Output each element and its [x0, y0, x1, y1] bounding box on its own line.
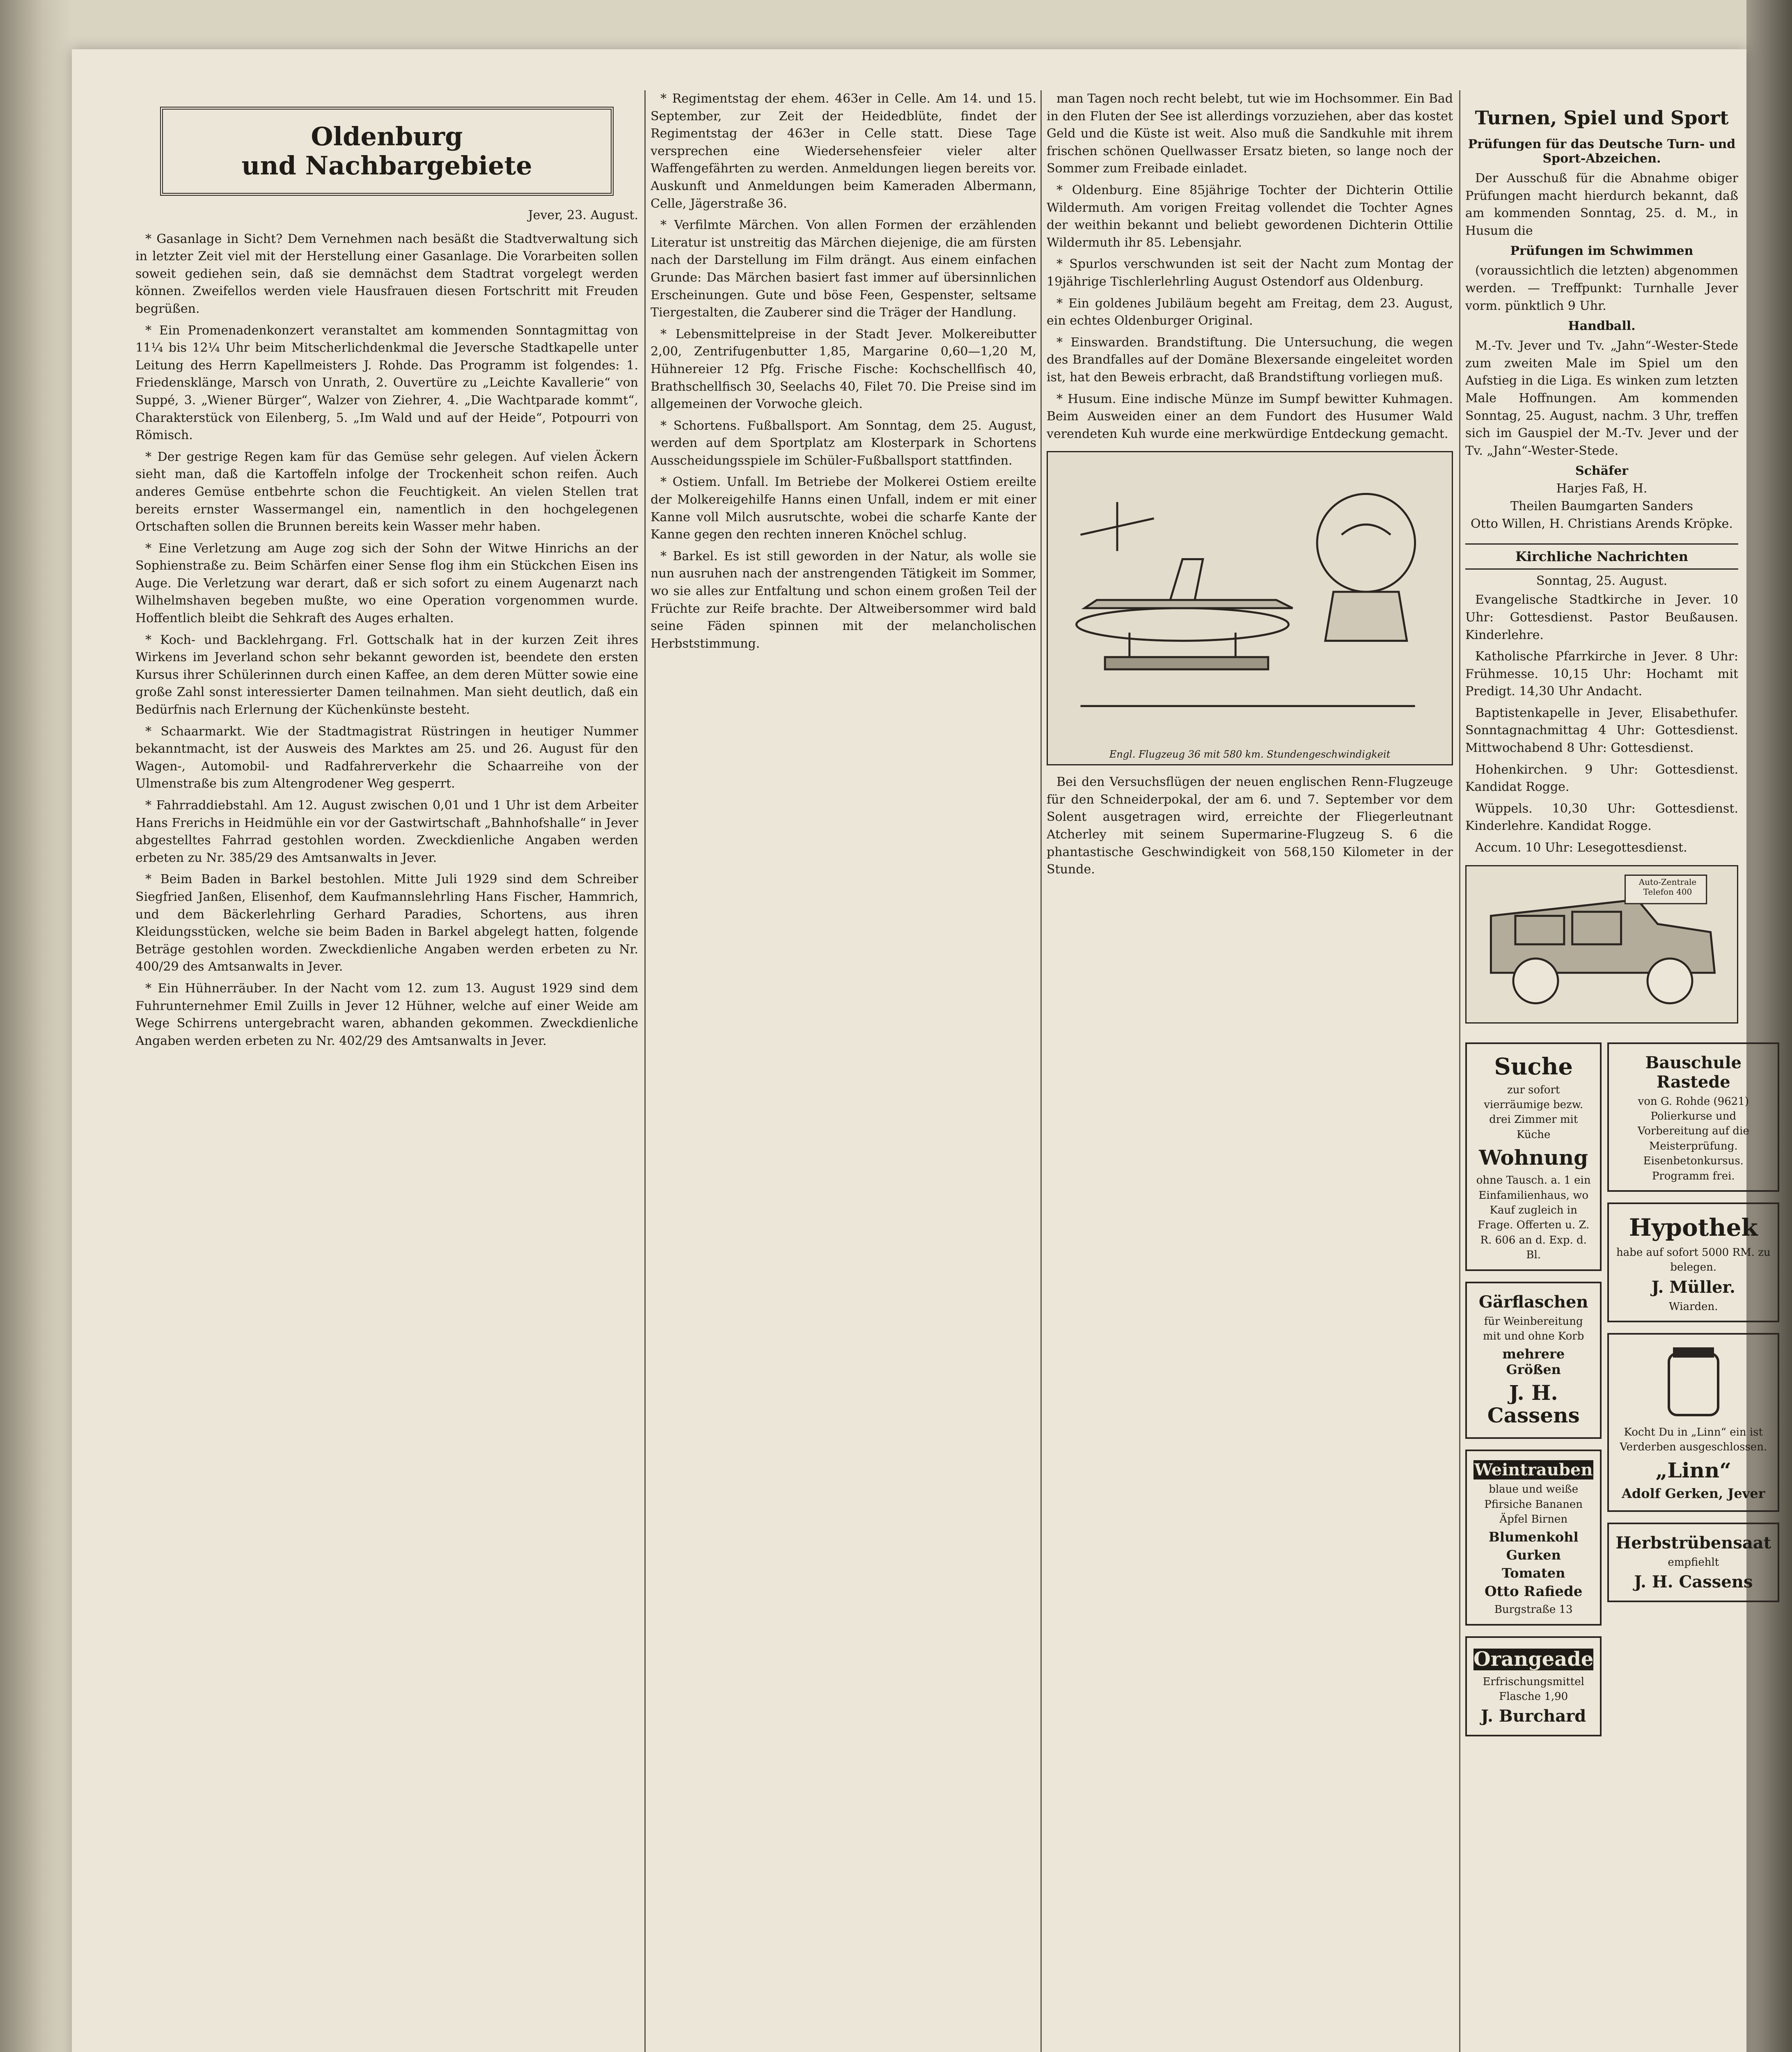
article: * Verfilmte Märchen. Von allen Formen der erzählenden Literatur ist unstreitig das Märchen diejenige, die am fürsten nach der Darstellung im Film drängt. Aus einem einfachen Grunde: Das Märchen basiert fast immer auf übersinnlichen Erscheinungen. Gute und böse Feen, Gespenster, seltsame Tiergestalten, die Zauberer sind die Träger der Handlung. — [651, 218, 1036, 320]
church-date: Sonntag, 25. August. — [1536, 574, 1668, 589]
column-rule — [644, 90, 646, 2052]
church-item: Wüppels. 10,30 Uhr: Gottesdienst. Kinderlehre. Kandidat Rogge. — [1465, 801, 1738, 834]
ad-text: Blumenkohl — [1488, 1529, 1579, 1545]
ad-company: Otto Rafiede — [1485, 1583, 1583, 1600]
church-item: Katholische Pfarrkirche in Jever. 8 Uhr: Frühmesse. 10,15 Uhr: Hochamt mit Predigt. 14,30 Uhr Andacht. — [1465, 649, 1738, 699]
article: * Ein Promenadenkonzert veranstaltet am kommenden Sonntagmittag von 11¼ bis 12¼ Uhr beim Mitscherlichdenkmal die Jeversche Stadtkapelle unter Leitung des Herrn Kapellmeisters J. Rohde. Das Programm ist folgendes: 1. Friedensklänge, Marsch von Unrath, 2. Ouvertüre zu „Leichte Kavallerie“ von Suppé, 3. „Wiener Bürger“, Walzer von Ziehrer, 4. „Die Wachtparade kommt“, Charakterstück von Eilenberg, 5. „Im Wald und auf der Heide“, Potpourri von Römisch. — [135, 323, 638, 443]
team-line: Harjes Faß, H. — [1556, 481, 1648, 496]
ad-title: Herbstrübensaat — [1616, 1533, 1771, 1553]
ad-column-right — [1607, 1032, 1779, 1747]
section-masthead — [160, 107, 614, 196]
church-item: Evangelische Stadtkirche in Jever. 10 Uhr: Gottesdienst. Pastor Beußausen. Kinderlehre. — [1465, 593, 1738, 642]
church-item: Baptistenkapelle in Jever, Elisabethufer. Sonntagnachmittag 4 Uhr: Gottesdienst. Mittwochabend 8 Uhr: Gottesdienst. — [1465, 705, 1738, 756]
ad-text: Erfrischungsmittel Flasche 1,90 — [1483, 1675, 1584, 1703]
column-rule — [1040, 90, 1042, 2052]
illustration-text: Bei den Versuchsflügen der neuen englischen Renn-Flugzeuge für den Schneiderpokal, der am 6. und 7. September vor dem Solent ausgetragen wird, erreichte der Fliegerleutnant Atcherley mit seinem Supermarine-Flugzeug S. 6 die phantastische Geschwindigkeit von 568,150 Kilometer in der Stunde. — [1047, 775, 1453, 877]
car-label: Auto-Zentrale Telefon 400 — [1638, 877, 1697, 897]
article: * Der gestrige Regen kam für das Gemüse sehr gelegen. Auf vielen Äckern sieht man, daß die Kartoffeln infolge der Trockenheit schon reifen. Auch anderes Gemüse entbehrte schon die Feuchtigkeit. An vielen Stellen trat bereits ernster Wassermangel ein, namentlich in den hochgelegenen Ortschaften sollen die Brunnen bereits kein Wasser mehr haben. — [135, 449, 638, 534]
ad-herbstruebensaat — [1607, 1523, 1779, 1602]
column-4 — [1465, 90, 1771, 1747]
ad-grid — [1465, 1032, 1771, 1747]
dateline: Jever, 23. August. — [528, 208, 638, 222]
ad-title: Bauschule Rastede — [1645, 1053, 1742, 1092]
article: * Ein Hühnerräuber. In der Nacht vom 12. zum 13. August 1929 sind dem Fuhrunternehmer Emil Zuills in Jever 12 Hühner, welche auf einer Weide am Wege Schirrens untergebracht waren, abhanden gekommen. Zweckdienliche Angaben werden erbeten zu Nr. 402/29 des Amtsanwalts in Jever. — [135, 981, 638, 1048]
ad-title: Gärflaschen — [1478, 1292, 1588, 1312]
ad-company: J. H. Cassens — [1487, 1381, 1580, 1428]
car-ad — [1465, 865, 1738, 1024]
seaplane-illustration — [1047, 451, 1453, 765]
column-2 — [651, 90, 1036, 657]
church-item: Hohenkirchen. 9 Uhr: Gottesdienst. Kandidat Rogge. — [1465, 762, 1738, 795]
ad-text: mehrere Größen — [1502, 1346, 1565, 1378]
ad-address: Burgstraße 13 — [1494, 1603, 1573, 1616]
sport-subhead: Prüfungen im Schwimmen — [1510, 244, 1693, 259]
ad-wohnung — [1465, 1042, 1602, 1271]
article: * Regimentstag der ehem. 463er in Celle. Am 14. und 15. September, zur Zeit der Heidedblüte, findet der Regimentstag der 463er in Celle statt. Diese Tage versprechen eine Wiedersehensfeier vieler alter Waffengefährten zu werden. Anmeldungen liegen bereits vor. Auskunft und Anmeldungen beim Kameraden Albermann, Celle, Jägerstraße 36. — [651, 92, 1036, 211]
ad-text: Tomaten — [1501, 1565, 1565, 1581]
book-binding — [0, 0, 72, 2052]
ad-text: blaue und weiße Pfirsiche Bananen Äpfel Birnen — [1484, 1483, 1583, 1526]
sport-text: (voraussichtlich die letzten) abgenommen werden. — Treffpunkt: Turnhalle Jever vorm. pünktlich 9 Uhr. — [1465, 263, 1738, 313]
article: * Ein goldenes Jubiläum begeht am Freitag, dem 23. August, ein echtes Oldenburger Original. — [1047, 296, 1453, 328]
sport-text: M.-Tv. Jever und Tv. „Jahn“-Wester-Stede zum zweiten Male im Spiel um den Aufstieg in die Liga. Es winken zum letzten Male Hoffnungen. Am kommenden Sonntag, 25. August, nachm. 3 Uhr, treffen sich im Gauspiel der M.-Tv. Jever und der Tv. „Jahn“-Wester-Stede. — [1465, 339, 1738, 458]
ad-text: ohne Tausch. a. 1 ein Einfamilienhaus, wo Kauf zugleich in Frage. Offerten u. Z. R. 606 an d. Exp. d. Bl. — [1476, 1174, 1591, 1262]
team-line: Theilen Baumgarten Sanders — [1510, 499, 1693, 514]
ad-place: Wiarden. — [1669, 1300, 1718, 1313]
article: * Oldenburg. Eine 85jährige Tochter der Dichterin Ottilie Wildermuth. Am vorigen Freitag vollendet die Tochter Agnes der weithin bekannt und beliebt gewordenen Dichterin Ottilie Wildermuth ihr 85. Lebensjahr. — [1047, 183, 1453, 250]
column-rule — [1459, 90, 1460, 2052]
article: man Tagen noch recht belebt, tut wie im Hochsommer. Ein Bad in den Fluten der See ist allerdings vorzuziehen, aber das kostet Geld und die Küste ist weit. Also muß die Sandkuhle mit ihrem frischen schönen Quellwasser Ersatz bieten, so lange noch der Sommer zum Freibade einladet. — [1047, 92, 1453, 176]
article: * Schaarmarkt. Wie der Stadtmagistrat Rüstringen in heutiger Nummer bekanntmacht, ist der Ausweis des Marktes am 25. und 26. August für den Wagen-, Automobil- und Radfahrerverkehr die Schaarreihe von der Ulmenstraße bis zum Altengrodener Weg gesperrt. — [135, 724, 638, 791]
article: * Schortens. Fußballsport. Am Sonntag, dem 25. August, werden auf dem Sportplatz am Klosterpark in Schortens Ausscheidungsspiele im Schüler-Fußballsport stattfinden. — [651, 418, 1036, 468]
sport-text: Der Ausschuß für die Abnahme obiger Prüfungen macht hierdurch bekannt, daß am kommenden Sonntag, 25. d. M., in Husum die — [1465, 171, 1738, 238]
ad-text: Gurken — [1506, 1547, 1561, 1563]
illustration-caption: Engl. Flugzeug 36 mit 580 km. Stundengeschwindigkeit — [1109, 749, 1391, 760]
sport-subhead: Handball. — [1568, 319, 1636, 334]
article: * Einswarden. Brandstiftung. Die Untersuchung, die wegen des Brandfalles auf der Domäne Blexersande eingeleitet worden ist, hat den Beweis erbracht, daß Brandstiftung vorliegen muß. — [1047, 335, 1453, 385]
article: * Barkel. Es ist still geworden in der Natur, als wolle sie nun ausruhen nach der anstrengenden Tätigkeit im Sommer, wo sie alles zur Entfaltung und schon einem großen Teil der Früchte zur Reife brachte. Der Altweibersommer wird bald seine Fäden spinnen mit der melancholischen Herbststimmung. — [651, 549, 1036, 651]
column-1 — [135, 90, 638, 1054]
ad-title: Hypothek — [1629, 1213, 1758, 1241]
article: * Beim Baden in Barkel bestohlen. Mitte Juli 1929 sind dem Schreiber Siegfried Janßen, Elisenhof, dem Kaufmannslehrling Hans Fischer, Hammrich, und dem Bäckerlehrling Gerhard Paradies, Schortens, aus ihren Kleidungsstücken, welche sie beim Baden in Barkel abgelegt hatten, folgende Beträge gestohlen worden. Zweckdienliche Angaben werden erbeten zu Nr. 400/29 des Amtsanwalts in Jever. — [135, 872, 638, 974]
article: * Lebensmittelpreise in der Stadt Jever. Molkereibutter 2,00, Zentrifugenbutter 1,85, Margarine 0,60—1,20 M, Hühnereier 12 Pfg. Frische Fische: Kochschellfisch 40, Brathschellfisch 30, Seelachs 40, Filet 70. Die Preise sind im allgemeinen der Vorwoche gleich. — [651, 327, 1036, 412]
ad-text: empfiehlt — [1668, 1556, 1719, 1569]
ad-linn — [1607, 1333, 1779, 1512]
ad-company: J. H. Cassens — [1634, 1572, 1753, 1592]
newspaper-page — [72, 49, 1771, 2052]
article: * Eine Verletzung am Auge zog sich der Sohn der Witwe Hinrichs an der Sophienstraße zu. Beim Schärfen einer Sense flog ihm ein Stückchen Eisen ins Auge. Die Verletzung war derart, daß er sich sofort zu einem Augenarzt nach Wilhelmshaven begeben mußte, wo eine Operation vorgenommen wurde. Hoffentlich bleibt die Sehkraft des Auges erhalten. — [135, 541, 638, 626]
ad-gaerflaschen — [1465, 1282, 1602, 1439]
article: * Spurlos verschwunden ist seit der Nacht zum Montag der 19jährige Tischlerlehrling August Ostendorf aus Oldenburg. — [1047, 257, 1453, 289]
ad-company: Adolf Gerken, Jever — [1622, 1485, 1765, 1501]
article: * Gasanlage in Sicht? Dem Vernehmen nach besäßt die Stadtverwaltung sich in letzter Zeit viel mit der Herstellung einer Gasanlage. Die Vorarbeiten sollen soweit gediehen sein, daß sie demnächst dem Stadtrat vorgelegt werden können. Zweifellos werden viele Hausfrauen diesen Fortschritt mit Freuden begrüßen. — [135, 231, 638, 316]
sport-heading: Turnen, Spiel und Sport — [1475, 107, 1729, 129]
article: * Koch- und Backlehrgang. Frl. Gottschalk hat in der kurzen Zeit ihres Wirkens im Jeverland schon sehr bekannt geworden ist, beendete den ersten Kursus ihrer Schülerinnen durch einen Kaffee, an dem deren Mütter sowie eine große Zahl sonst interessierter Damen teilnahmen. Man sieht deutlich, daß ein Bedürfnis nach Erlernung der Küchenkünste besteht. — [135, 632, 638, 717]
article: * Fahrraddiebstahl. Am 12. August zwischen 0,01 und 1 Uhr ist dem Arbeiter Hans Frerichs in Heidmühle ein vor der Gastwirtschaft „Bahnhofshalle“ in Jever abgestelltes Fahrrad gestohlen worden. Zweckdienliche Angaben werden erbeten zu Nr. 385/29 des Amtsanwalts in Jever. — [135, 798, 638, 865]
ad-title: Suche — [1494, 1053, 1573, 1080]
team-title: Schäfer — [1575, 464, 1628, 479]
ad-title: Orangeade — [1473, 1647, 1594, 1671]
jar-icon — [1652, 1341, 1735, 1423]
ad-text: für Weinbereitung mit und ohne Korb — [1483, 1315, 1584, 1342]
masthead-line2: und Nachbargebiete — [241, 151, 532, 181]
ad-text: von G. Rohde (9621) Polierkurse und Vorbereitung auf die Meisterprüfung. Eisenbetonkursus. Programm frei. — [1637, 1095, 1749, 1182]
seaplane-drawing — [1048, 452, 1452, 740]
ad-title: Wohnung — [1479, 1145, 1588, 1170]
masthead-line1: Oldenburg — [311, 121, 463, 151]
ad-title: Weintrauben — [1474, 1460, 1593, 1480]
article: * Husum. Eine indische Münze im Sumpf bewitter Kuhmagen. Beim Ausweiden einer an dem Fundort des Husumer Wald verendeten Kuh wurde eine merkwürdige Entdeckung gemacht. — [1047, 392, 1453, 441]
sport-subhead: Prüfungen für das Deutsche Turn- und Sport-Abzeichen. — [1468, 137, 1736, 166]
ad-name: J. Müller. — [1651, 1277, 1735, 1297]
ad-title: „Linn“ — [1655, 1458, 1731, 1482]
ad-text: Kocht Du in „Linn“ ein ist Verderben ausgeschlossen. — [1620, 1426, 1767, 1454]
ad-text: zur sofort vierräumige bezw. drei Zimmer mit Küche — [1484, 1083, 1583, 1141]
ad-text: habe auf sofort 5000 RM. zu belegen. — [1616, 1246, 1771, 1274]
column-3 — [1047, 90, 1453, 883]
ad-hypothek — [1607, 1202, 1779, 1322]
church-item: Accum. 10 Uhr: Lesegottesdienst. — [1475, 840, 1687, 855]
ad-company: J. Burchard — [1481, 1706, 1586, 1726]
church-heading: Kirchliche Nachrichten — [1465, 543, 1738, 570]
ad-weintrauben — [1465, 1450, 1602, 1626]
ad-column-left — [1465, 1032, 1602, 1747]
ad-orangeade — [1465, 1636, 1602, 1737]
ad-bauschule — [1607, 1042, 1779, 1192]
team-line: Otto Willen, H. Christians Arends Kröpke. — [1471, 517, 1733, 531]
article: * Ostiem. Unfall. Im Betriebe der Molkerei Ostiem ereilte der Molkereigehilfe Hanns einen Unfall, indem er mit einer Kanne voll Milch ausrutschte, wobei die scharfe Kante der Kanne gegen den rechten inneren Knöchel schlug. — [651, 475, 1036, 542]
